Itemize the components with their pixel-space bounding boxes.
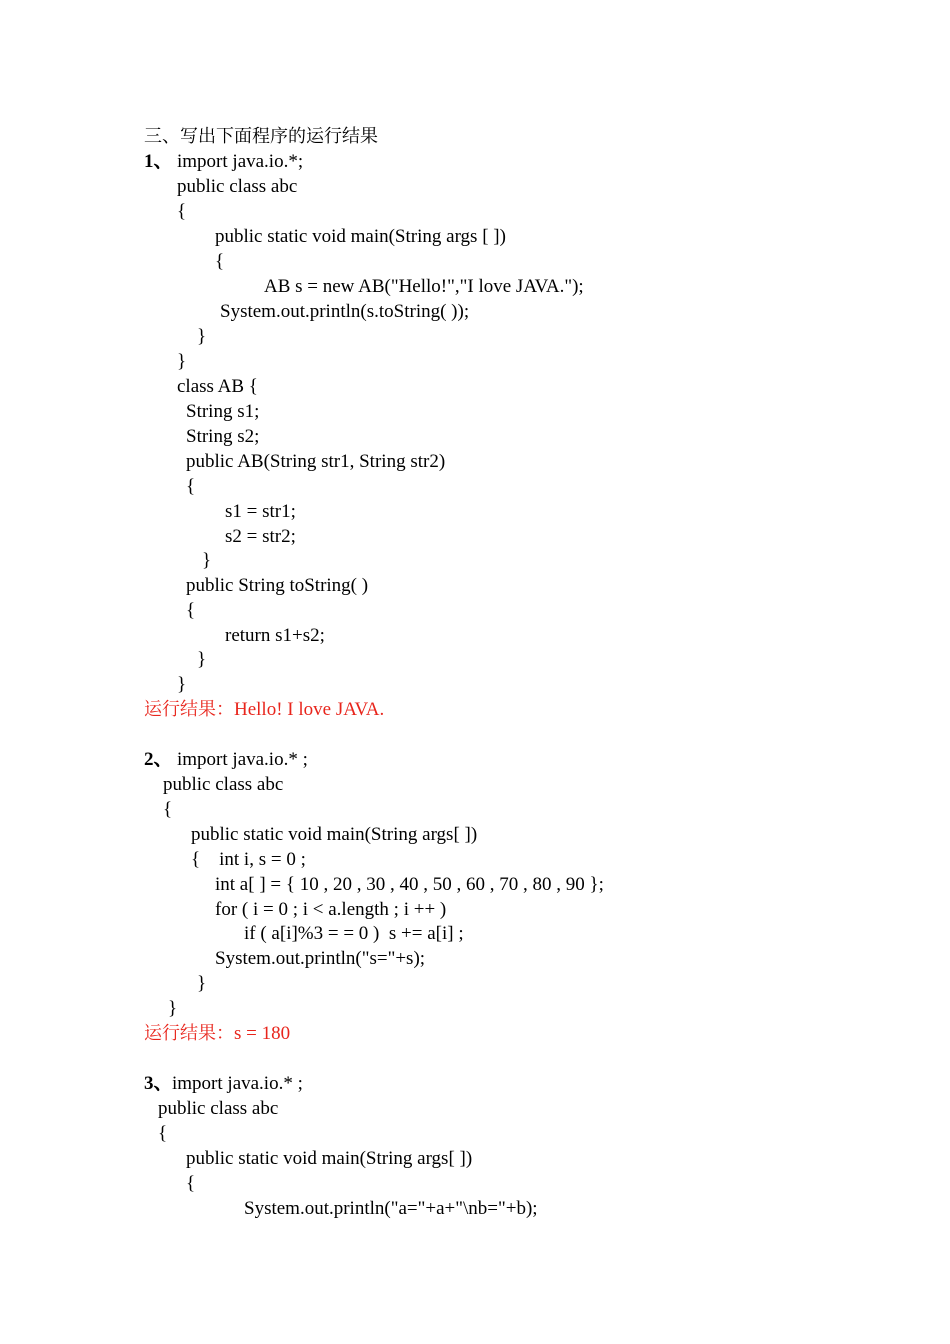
problem-2-number: 2、 <box>144 749 173 770</box>
code-line: } <box>197 973 207 994</box>
code-line: public class abc <box>163 774 284 795</box>
section-title: 三、写出下面程序的运行结果 <box>144 126 378 147</box>
code-line: public static void main(String args[ ]) <box>191 824 478 845</box>
code-line: class AB { <box>177 376 258 397</box>
code-line: { <box>215 251 225 272</box>
code-line: String s1; <box>186 401 260 422</box>
code-line: System.out.println("a="+a+"\nb="+b); <box>244 1198 538 1219</box>
problem-3-number: 3、 <box>144 1073 173 1094</box>
code-line: } <box>177 351 187 372</box>
code-line: } <box>202 550 212 571</box>
problem-1-number: 1、 <box>144 151 173 172</box>
code-line: public static void main(String args[ ]) <box>186 1148 473 1169</box>
code-line: import java.io.* ; <box>172 1073 303 1094</box>
code-line: String s2; <box>186 426 260 447</box>
code-line: public class abc <box>158 1098 279 1119</box>
code-line: } <box>197 649 207 670</box>
code-line: s2 = str2; <box>225 526 296 547</box>
result-value: s = 180 <box>234 1023 291 1044</box>
result-label: 运行结果： <box>144 699 234 720</box>
code-line: return s1+s2; <box>225 625 325 646</box>
code-line: } <box>197 326 207 347</box>
code-line: public class abc <box>177 176 298 197</box>
code-line: { <box>163 799 173 820</box>
code-line: } <box>168 998 178 1019</box>
code-line: public String toString( ) <box>186 575 369 596</box>
code-line: AB s = new AB("Hello!","I love JAVA."); <box>264 276 584 297</box>
problem-1-result <box>144 697 384 722</box>
code-line: for ( i = 0 ; i < a.length ; i ++ ) <box>215 899 447 920</box>
code-line: } <box>177 674 187 695</box>
code-line: import java.io.* ; <box>177 749 308 770</box>
problem-2-result <box>144 1021 290 1046</box>
code-line: import java.io.*; <box>177 151 304 172</box>
result-value: Hello! I love JAVA. <box>234 699 385 720</box>
code-line: { <box>158 1123 168 1144</box>
code-line: System.out.println(s.toString( )); <box>220 301 470 322</box>
code-line: public static void main(String args [ ]) <box>215 226 506 247</box>
code-line: s1 = str1; <box>225 501 296 522</box>
code-line: { <box>186 1173 196 1194</box>
result-label: 运行结果： <box>144 1023 234 1044</box>
code-line: System.out.println("s="+s); <box>215 948 426 969</box>
code-line: { <box>177 201 187 222</box>
code-line: { int i, s = 0 ; <box>191 849 306 870</box>
code-line: public AB(String str1, String str2) <box>186 451 446 472</box>
code-line: if ( a[i]%3 = = 0 ) s += a[i] ; <box>244 923 464 944</box>
code-line: int a[ ] = { 10 , 20 , 30 , 40 , 50 , 60 , 70 , 80 , 90 }; <box>215 874 604 895</box>
code-line: { <box>186 476 196 497</box>
code-line: { <box>186 600 196 621</box>
